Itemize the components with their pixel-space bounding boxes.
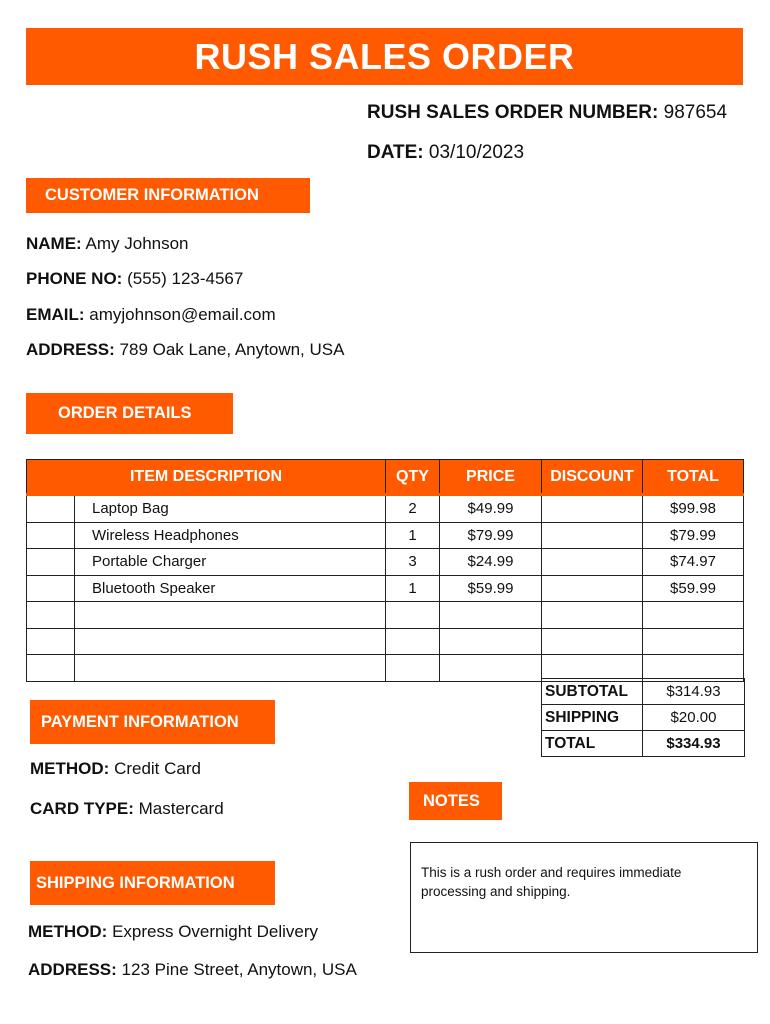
table-row bbox=[27, 628, 744, 655]
customer-phone-label: PHONE NO: bbox=[26, 269, 123, 288]
customer-name-value: Amy Johnson bbox=[85, 234, 189, 253]
order-number-label: RUSH SALES ORDER NUMBER: bbox=[367, 102, 659, 123]
item-qty: 2 bbox=[386, 495, 440, 523]
card-type-value: Mastercard bbox=[138, 799, 224, 818]
notes-box: This is a rush order and requires immediate processing and shipping. bbox=[410, 842, 758, 953]
item-qty: 1 bbox=[386, 522, 440, 549]
item-qty bbox=[386, 655, 440, 682]
customer-name-label: NAME: bbox=[26, 234, 82, 253]
item-discount bbox=[542, 628, 643, 655]
shipping-address-line bbox=[28, 960, 357, 980]
table-row bbox=[27, 495, 744, 523]
item-discount bbox=[542, 549, 643, 576]
order-date-value: 03/10/2023 bbox=[428, 142, 525, 163]
header-qty: QTY bbox=[386, 460, 440, 495]
order-date-line bbox=[367, 142, 524, 164]
item-description: Wireless Headphones bbox=[75, 522, 386, 549]
row-index-cell bbox=[27, 655, 75, 682]
customer-phone-value: (555) 123-4567 bbox=[127, 269, 244, 288]
item-total bbox=[643, 628, 744, 655]
customer-address-value: 789 Oak Lane, Anytown, USA bbox=[119, 340, 345, 359]
row-index-cell bbox=[27, 628, 75, 655]
row-index-cell bbox=[27, 522, 75, 549]
subtotal-row bbox=[542, 679, 745, 705]
card-type-line bbox=[30, 799, 224, 819]
grand-total-row bbox=[542, 731, 745, 757]
table-row bbox=[27, 522, 744, 549]
totals-table bbox=[541, 678, 745, 757]
card-type-label: CARD TYPE: bbox=[30, 799, 134, 818]
customer-email-line bbox=[26, 305, 276, 325]
item-qty bbox=[386, 602, 440, 629]
customer-email-value: amyjohnson@email.com bbox=[89, 305, 276, 324]
header-discount: DISCOUNT bbox=[542, 460, 643, 495]
shipping-value: $20.00 bbox=[643, 705, 745, 731]
shipping-label: SHIPPING bbox=[542, 705, 643, 731]
row-index-cell bbox=[27, 602, 75, 629]
item-total bbox=[643, 602, 744, 629]
item-total: $74.97 bbox=[643, 549, 744, 576]
item-price: $59.99 bbox=[440, 575, 542, 602]
item-discount bbox=[542, 522, 643, 549]
item-price: $24.99 bbox=[440, 549, 542, 576]
subtotal-label: SUBTOTAL bbox=[542, 679, 643, 705]
payment-method-value: Credit Card bbox=[114, 759, 201, 778]
customer-address-line bbox=[26, 340, 344, 360]
item-qty: 1 bbox=[386, 575, 440, 602]
order-date-label: DATE: bbox=[367, 142, 424, 163]
item-price: $49.99 bbox=[440, 495, 542, 523]
customer-address-label: ADDRESS: bbox=[26, 340, 115, 359]
customer-email-label: EMAIL: bbox=[26, 305, 85, 324]
shipping-method-line bbox=[28, 922, 318, 942]
payment-method-line bbox=[30, 759, 201, 779]
order-number-line bbox=[367, 102, 727, 124]
item-price bbox=[440, 655, 542, 682]
items-table bbox=[26, 459, 744, 682]
item-description bbox=[75, 655, 386, 682]
payment-info-heading: PAYMENT INFORMATION bbox=[30, 700, 275, 744]
item-description: Laptop Bag bbox=[75, 495, 386, 523]
customer-phone-line bbox=[26, 269, 243, 289]
item-qty: 3 bbox=[386, 549, 440, 576]
item-description bbox=[75, 602, 386, 629]
customer-name-line bbox=[26, 234, 189, 254]
order-details-heading: ORDER DETAILS bbox=[26, 393, 233, 434]
item-qty bbox=[386, 628, 440, 655]
item-discount bbox=[542, 602, 643, 629]
item-total: $79.99 bbox=[643, 522, 744, 549]
customer-info-heading: CUSTOMER INFORMATION bbox=[26, 178, 310, 213]
row-index-cell bbox=[27, 549, 75, 576]
grand-total-value: $334.93 bbox=[643, 731, 745, 757]
item-total: $99.98 bbox=[643, 495, 744, 523]
page-title: RUSH SALES ORDER bbox=[26, 28, 743, 85]
item-total: $59.99 bbox=[643, 575, 744, 602]
header-item-description: ITEM DESCRIPTION bbox=[27, 460, 386, 495]
row-index-cell bbox=[27, 495, 75, 523]
table-row bbox=[27, 549, 744, 576]
item-description: Portable Charger bbox=[75, 549, 386, 576]
table-row bbox=[27, 575, 744, 602]
shipping-info-heading: SHIPPING INFORMATION bbox=[30, 861, 275, 905]
payment-method-label: METHOD: bbox=[30, 759, 110, 778]
grand-total-label: TOTAL bbox=[542, 731, 643, 757]
item-price bbox=[440, 602, 542, 629]
shipping-row bbox=[542, 705, 745, 731]
item-price bbox=[440, 628, 542, 655]
shipping-address-value: 123 Pine Street, Anytown, USA bbox=[121, 960, 357, 979]
table-row bbox=[27, 602, 744, 629]
item-description bbox=[75, 628, 386, 655]
items-table-header-row bbox=[27, 460, 744, 495]
item-discount bbox=[542, 575, 643, 602]
header-price: PRICE bbox=[440, 460, 542, 495]
item-description: Bluetooth Speaker bbox=[75, 575, 386, 602]
shipping-method-value: Express Overnight Delivery bbox=[112, 922, 319, 941]
item-discount bbox=[542, 495, 643, 523]
row-index-cell bbox=[27, 575, 75, 602]
subtotal-value: $314.93 bbox=[643, 679, 745, 705]
header-total: TOTAL bbox=[643, 460, 744, 495]
item-price: $79.99 bbox=[440, 522, 542, 549]
order-number-value: 987654 bbox=[663, 102, 728, 123]
shipping-address-label: ADDRESS: bbox=[28, 960, 117, 979]
shipping-method-label: METHOD: bbox=[28, 922, 108, 941]
notes-heading: NOTES bbox=[409, 782, 502, 820]
